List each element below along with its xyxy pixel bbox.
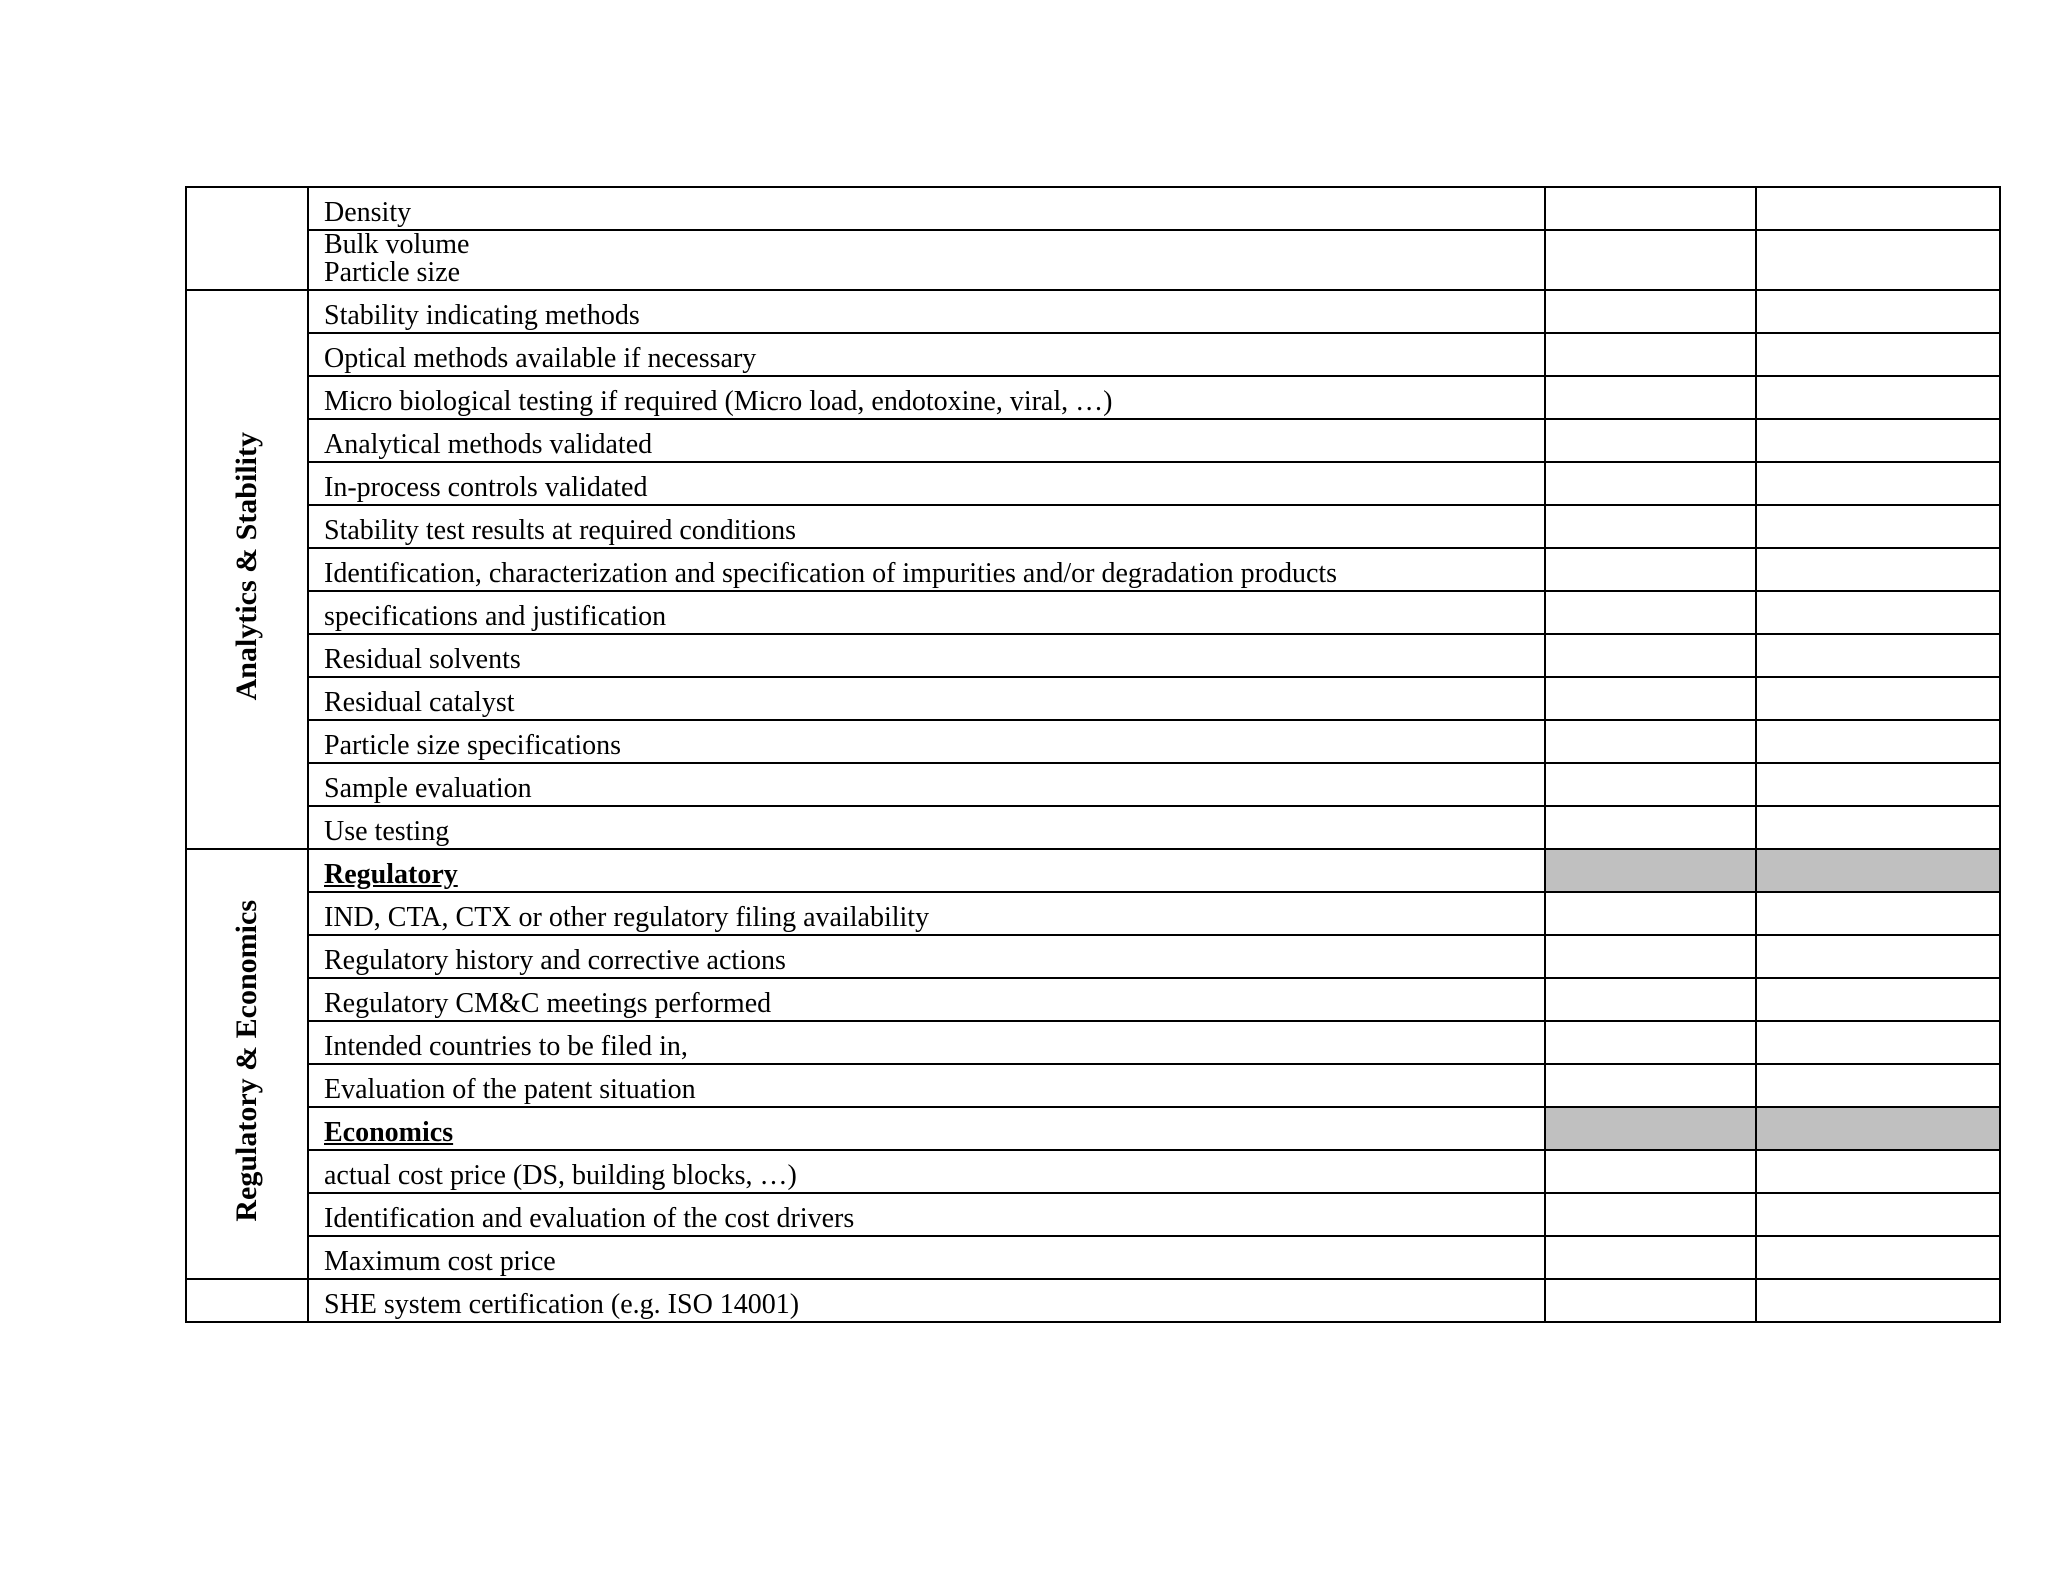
shaded-cell-b — [1756, 849, 2000, 892]
table-row — [186, 290, 2000, 333]
check-cell-b[interactable] — [1756, 419, 2000, 462]
table-row — [186, 419, 2000, 462]
item-text: Stability test results at required conditions — [308, 505, 1545, 548]
table-row — [186, 1021, 2000, 1064]
section-heading-economics: Economics — [308, 1107, 1545, 1150]
table-row — [186, 849, 2000, 892]
shaded-cell-b — [1756, 1107, 2000, 1150]
check-cell-b[interactable] — [1756, 290, 2000, 333]
check-cell-b[interactable] — [1756, 677, 2000, 720]
item-text: Use testing — [308, 806, 1545, 849]
check-cell-b[interactable] — [1756, 1236, 2000, 1279]
check-cell-a[interactable] — [1545, 505, 1756, 548]
item-bulk-volume-particle-size — [308, 230, 1545, 290]
check-cell-a[interactable] — [1545, 1193, 1756, 1236]
item-text: Regulatory CM&C meetings performed — [308, 978, 1545, 1021]
check-cell-a[interactable] — [1545, 806, 1756, 849]
item-text: Identification and evaluation of the cost drivers — [308, 1193, 1545, 1236]
table-row — [186, 333, 2000, 376]
check-cell-a[interactable] — [1545, 230, 1756, 290]
table-row — [186, 677, 2000, 720]
item-text: Residual solvents — [308, 634, 1545, 677]
check-cell-a[interactable] — [1545, 720, 1756, 763]
item-density: Density — [308, 187, 1545, 230]
check-cell-b[interactable] — [1756, 1193, 2000, 1236]
check-cell-b[interactable] — [1756, 187, 2000, 230]
check-cell-b[interactable] — [1756, 230, 2000, 290]
table-row — [186, 548, 2000, 591]
check-cell-b[interactable] — [1756, 935, 2000, 978]
check-cell-b[interactable] — [1756, 1150, 2000, 1193]
check-cell-b[interactable] — [1756, 462, 2000, 505]
check-cell-b[interactable] — [1756, 376, 2000, 419]
table-row — [186, 1150, 2000, 1193]
category-cell-next — [186, 1279, 308, 1322]
check-cell-a[interactable] — [1545, 419, 1756, 462]
item-text: Micro biological testing if required (Micro load, endotoxine, viral, …) — [308, 376, 1545, 419]
check-cell-a[interactable] — [1545, 634, 1756, 677]
check-cell-a[interactable] — [1545, 1236, 1756, 1279]
item-bulk-volume: Bulk volume — [324, 230, 470, 260]
checklist-table — [185, 186, 2001, 1323]
category-label: Analytics & Stability — [230, 432, 263, 701]
table-row — [186, 1193, 2000, 1236]
check-cell-b[interactable] — [1756, 1064, 2000, 1107]
table-row — [186, 1236, 2000, 1279]
check-cell-b[interactable] — [1756, 720, 2000, 763]
table-row — [186, 806, 2000, 849]
check-cell-a[interactable] — [1545, 462, 1756, 505]
check-cell-b[interactable] — [1756, 1279, 2000, 1322]
check-cell-a[interactable] — [1545, 763, 1756, 806]
check-cell-b[interactable] — [1756, 892, 2000, 935]
item-text: Maximum cost price — [308, 1236, 1545, 1279]
item-particle-size: Particle size — [324, 257, 461, 288]
item-text: Stability indicating methods — [308, 290, 1545, 333]
check-cell-a[interactable] — [1545, 591, 1756, 634]
item-text: In-process controls validated — [308, 462, 1545, 505]
category-analytics-stability — [186, 290, 308, 849]
check-cell-a[interactable] — [1545, 187, 1756, 230]
table-row — [186, 187, 2000, 230]
check-cell-a[interactable] — [1545, 1279, 1756, 1322]
shaded-cell-a — [1545, 849, 1756, 892]
check-cell-a[interactable] — [1545, 677, 1756, 720]
item-text: Residual catalyst — [308, 677, 1545, 720]
category-regulatory-economics — [186, 849, 308, 1279]
item-text: Identification, characterization and specification of impurities and/or degradation products — [308, 548, 1545, 591]
shaded-cell-a — [1545, 1107, 1756, 1150]
check-cell-a[interactable] — [1545, 1021, 1756, 1064]
check-cell-b[interactable] — [1756, 763, 2000, 806]
item-text: Optical methods available if necessary — [308, 333, 1545, 376]
table-row — [186, 634, 2000, 677]
check-cell-b[interactable] — [1756, 548, 2000, 591]
item-text: IND, CTA, CTX or other regulatory filing availability — [308, 892, 1545, 935]
check-cell-a[interactable] — [1545, 935, 1756, 978]
check-cell-b[interactable] — [1756, 333, 2000, 376]
check-cell-b[interactable] — [1756, 591, 2000, 634]
check-cell-a[interactable] — [1545, 333, 1756, 376]
table-row — [186, 505, 2000, 548]
table-row — [186, 1107, 2000, 1150]
item-text: Evaluation of the patent situation — [308, 1064, 1545, 1107]
check-cell-a[interactable] — [1545, 978, 1756, 1021]
item-text: specifications and justification — [308, 591, 1545, 634]
check-cell-b[interactable] — [1756, 978, 2000, 1021]
check-cell-a[interactable] — [1545, 376, 1756, 419]
table-row — [186, 935, 2000, 978]
item-text: SHE system certification (e.g. ISO 14001) — [308, 1279, 1545, 1322]
check-cell-b[interactable] — [1756, 505, 2000, 548]
check-cell-a[interactable] — [1545, 892, 1756, 935]
table-row — [186, 462, 2000, 505]
category-cell-continued — [186, 187, 308, 290]
table-row — [186, 376, 2000, 419]
check-cell-a[interactable] — [1545, 1064, 1756, 1107]
table-row — [186, 720, 2000, 763]
table-row — [186, 230, 2000, 290]
item-text: Intended countries to be filed in, — [308, 1021, 1545, 1064]
table-row — [186, 1279, 2000, 1322]
item-text: Sample evaluation — [308, 763, 1545, 806]
check-cell-b[interactable] — [1756, 1021, 2000, 1064]
item-text: Regulatory history and corrective actions — [308, 935, 1545, 978]
check-cell-a[interactable] — [1545, 548, 1756, 591]
item-text: Particle size specifications — [308, 720, 1545, 763]
table-row — [186, 591, 2000, 634]
category-label: Regulatory & Economics — [230, 900, 263, 1222]
item-text: actual cost price (DS, building blocks, …) — [308, 1150, 1545, 1193]
table-row — [186, 978, 2000, 1021]
check-cell-a[interactable] — [1545, 290, 1756, 333]
item-text: Analytical methods validated — [308, 419, 1545, 462]
table-row — [186, 892, 2000, 935]
check-cell-b[interactable] — [1756, 634, 2000, 677]
section-heading-regulatory: Regulatory — [308, 849, 1545, 892]
table-row — [186, 1064, 2000, 1107]
check-cell-b[interactable] — [1756, 806, 2000, 849]
check-cell-a[interactable] — [1545, 1150, 1756, 1193]
table-row — [186, 763, 2000, 806]
